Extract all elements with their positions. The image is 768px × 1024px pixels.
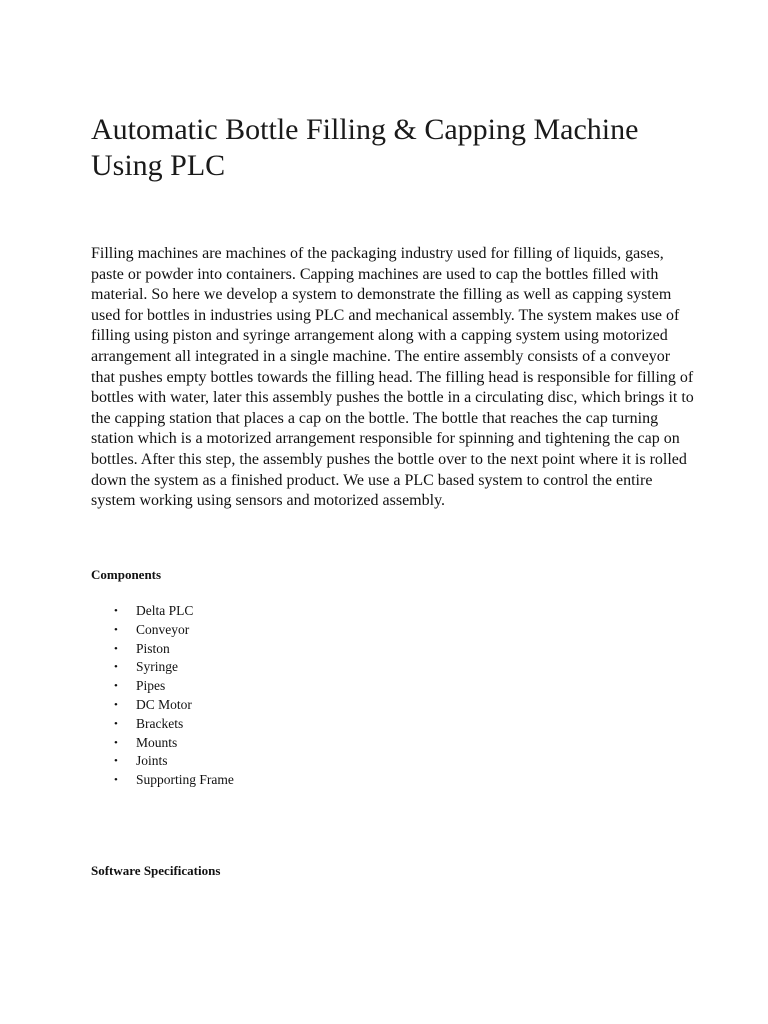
components-list [112, 602, 234, 790]
bullet-icon: • [114, 755, 118, 768]
list-item-label: Mounts [136, 734, 178, 750]
list-item-label: DC Motor [136, 696, 192, 712]
bullet-icon: • [114, 661, 118, 674]
bullet-icon: • [114, 736, 118, 749]
intro-paragraph: Filling machines are machines of the packaging industry used for filling of liquids, gases, paste or powder into containers. Capping machines are used to cap the bottles filled with material. So here we develop a system to demonstrate the filling as well as capping system used for bottles in industries using PLC and mechanical assembly. The system makes use of filling using piston and syringe arrangement along with a capping system using motorized arrangement all integrated in a single machine. The entire assembly consists of a conveyor that pushes empty bottles towards the filling head. The filling head is responsible for filling of bottles with water, later this assembly pushes the bottle in a circulating disc, which brings it to the capping station that places a cap on the bottle. The bottle that reaches the cap turning station which is a motorized arrangement responsible for spinning and tightening the cap on bottles. After this step, the assembly pushes the bottle over to the next point where it is rolled down the system as a finished product. We use a PLC based system to control the entire system working using sensors and motorized assembly. [91, 245, 694, 510]
bullet-icon: • [114, 680, 118, 693]
components-heading: Components [91, 567, 162, 582]
list-item [112, 640, 234, 659]
list-item-label: Piston [136, 640, 170, 656]
list-item-label: Joints [136, 753, 168, 769]
list-item-label: Pipes [136, 678, 166, 694]
bullet-icon: • [114, 623, 118, 636]
list-item-label: Supporting Frame [136, 772, 234, 788]
bullet-icon: • [114, 642, 118, 655]
software-specifications-heading: Software Specifications [91, 863, 221, 878]
list-item-label: Brackets [136, 715, 184, 731]
list-item [112, 771, 234, 790]
bullet-icon: • [114, 605, 118, 617]
list-item-label: Conveyor [136, 621, 190, 637]
bullet-icon: • [114, 774, 118, 787]
list-item [112, 752, 234, 771]
list-item [112, 658, 234, 677]
list-item [112, 621, 234, 640]
list-item [112, 677, 234, 696]
list-item-label: Syringe [136, 659, 178, 675]
list-item [112, 602, 234, 621]
bullet-icon: • [114, 717, 118, 730]
list-item [112, 734, 234, 753]
page-title: Automatic Bottle Filling & Capping Machine Using PLC [91, 113, 639, 182]
list-item-label: Delta PLC [136, 603, 194, 618]
bullet-icon: • [114, 698, 118, 711]
list-item [112, 715, 234, 734]
list-item [112, 696, 234, 715]
